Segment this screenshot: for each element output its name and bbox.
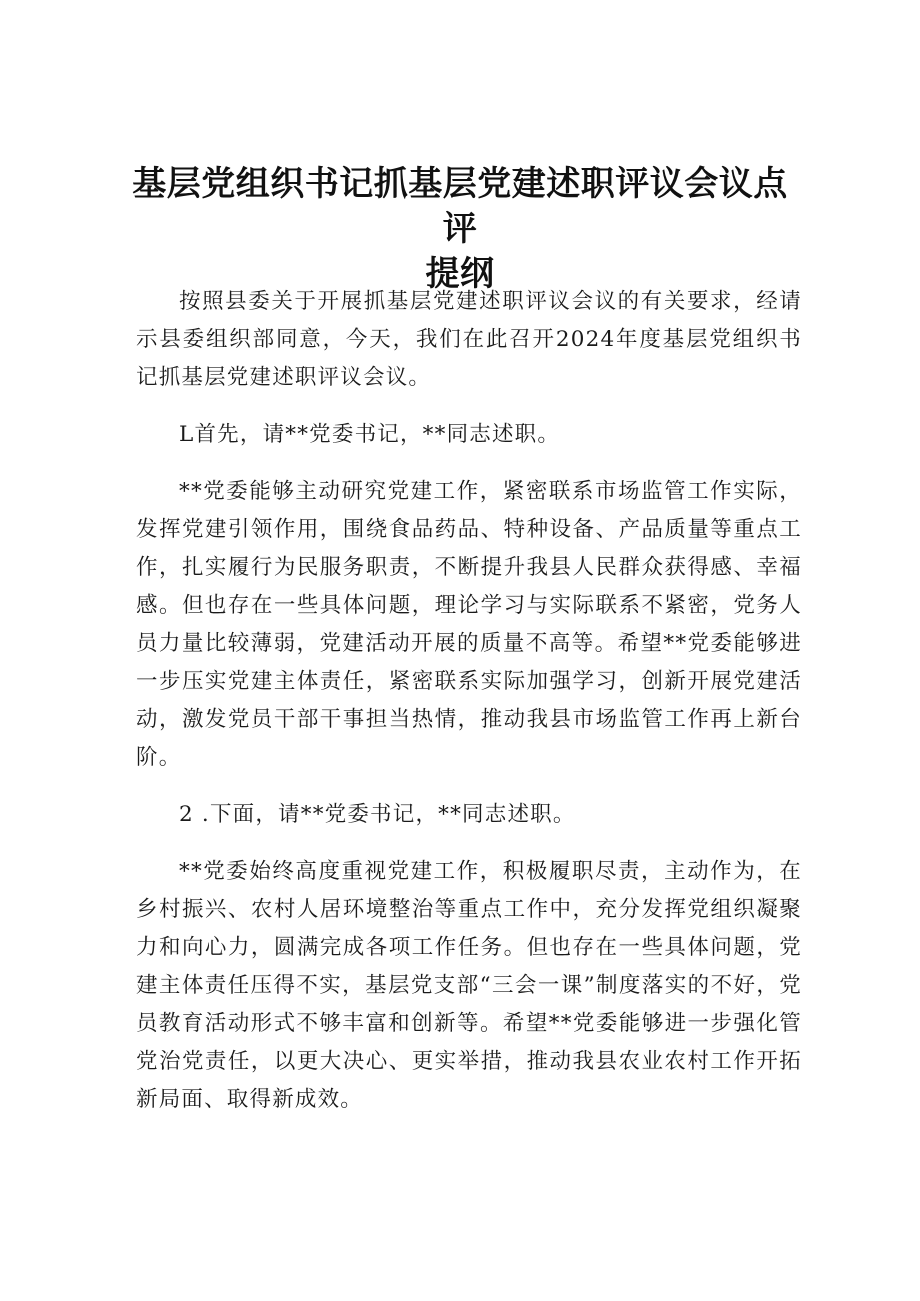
agenda-item-1: L首先，请**党委书记，**同志述职。 [179, 422, 561, 447]
title-line-2: 提纲 [425, 254, 495, 294]
comment-paragraph-1: **党委能够主动研究党建工作，紧密联系市场监管工作实际，发挥党建引领作用，围绕食品药品、特种设备、产品质量等重点工作，扎实履行为民服务职责，不断提升我县人民群众获得感、幸福感。但也存在一些具体问题，理论学习与实际联系不紧密，党务人员力量比较薄弱，党建活动开展的质量不高等。希望**党委能够进一步压实党建主体责任，紧密联系实际加强学习，创新开展党建活动，激发党员干部干事担当热情，推动我县市场监管工作再上新台阶。 [136, 479, 802, 770]
document-title [130, 162, 790, 297]
comment-paragraph-2: **党委始终高度重视党建工作，积极履职尽责，主动作为，在乡村振兴、农村人居环境整治等重点工作中，充分发挥党组织凝聚力和向心力，圆满完成各项工作任务。但也存在一些具体问题，党建主体责任压得不实，基层党支部“三会一课”制度落实的不好，党员教育活动形式不够丰富和创新等。希望**党委能够进一步强化管党治党责任，以更大决心、更实举措，推动我县农业农村工作开拓新局面、取得新成效。 [136, 859, 802, 1112]
intro-paragraph: 按照县委关于开展抓基层党建述职评议会议的有关要求，经请示县委组织部同意，今天，我们在此召开2024年度基层党组织书记抓基层党建述职评议会议。 [136, 289, 802, 390]
agenda-item-2: 2 .下面，请**党委书记，**同志述职。 [179, 802, 576, 827]
document-body [136, 283, 802, 1138]
title-line-1: 基层党组织书记抓基层党建述职评议会议点评 [132, 164, 788, 249]
